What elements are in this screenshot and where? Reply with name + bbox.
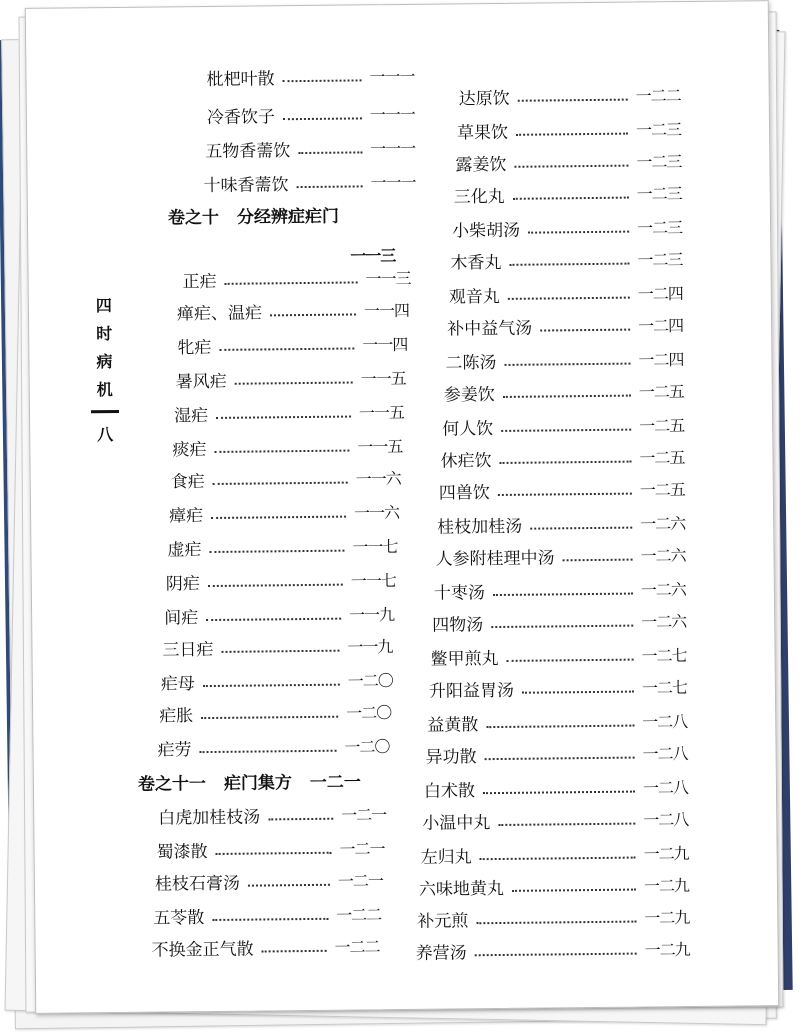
dot-leader [486, 724, 634, 728]
entry-page: 一二一 [341, 805, 387, 825]
dot-leader [212, 917, 328, 920]
entry-page: 一二〇 [344, 737, 390, 757]
toc-entry[interactable] [429, 674, 687, 702]
entry-title: 六味地黄丸 [418, 878, 505, 900]
entry-title: 达原饮 [458, 88, 510, 110]
volume-page: 一一三 [350, 246, 396, 266]
toc-entry[interactable] [439, 476, 685, 504]
entry-page: 一二九 [644, 908, 690, 928]
entry-page: 一一四 [363, 300, 410, 321]
entry-title: 异功散 [425, 747, 477, 768]
dot-leader [516, 132, 628, 135]
dot-leader [485, 756, 635, 760]
entry-title: 补元煎 [417, 911, 469, 932]
toc-entry[interactable] [153, 901, 381, 928]
entry-title: 瘴疟 [168, 506, 204, 527]
toc-entry[interactable] [157, 733, 389, 760]
entry-page: 一二三 [635, 120, 682, 140]
entry-title: 三化丸 [453, 186, 505, 208]
entry-page: 一二四 [638, 316, 684, 336]
entry-page: 一一一 [370, 172, 416, 193]
entry-title: 湿疟 [173, 406, 209, 427]
entry-title: 何人饮 [442, 419, 494, 440]
toc-entry[interactable] [434, 576, 686, 604]
entry-title: 参姜饮 [443, 385, 495, 406]
toc-entry[interactable] [174, 399, 404, 426]
dot-leader [530, 526, 632, 529]
dot-leader [211, 515, 346, 518]
toc-entry[interactable] [167, 533, 397, 560]
entry-page: 一二六 [640, 514, 686, 534]
dot-leader [493, 592, 633, 595]
dot-leader [498, 492, 632, 495]
entry-title: 四兽饮 [438, 483, 490, 504]
volume-label: 卷之十 [167, 207, 220, 229]
toc-entry[interactable] [447, 312, 683, 339]
toc-entry[interactable] [206, 63, 414, 90]
entry-title: 养营汤 [415, 943, 467, 964]
toc-entry[interactable] [417, 904, 689, 932]
toc-entry[interactable] [182, 265, 410, 292]
entry-title: 五物香薷饮 [205, 141, 291, 163]
toc-entry[interactable] [455, 148, 681, 175]
entry-page: 一二九 [643, 844, 689, 864]
entry-title: 小温中丸 [422, 813, 491, 834]
entry-page: 一二〇 [346, 703, 392, 723]
entry-page: 一一九 [349, 605, 395, 625]
entry-page: 一二九 [643, 876, 690, 896]
entry-title: 白术散 [423, 781, 476, 802]
header-char: 四 [95, 296, 112, 316]
entry-title: 疟胀 [159, 706, 194, 727]
dot-leader [503, 394, 631, 397]
entry-page: 一一四 [362, 334, 408, 355]
toc-entry[interactable] [159, 699, 391, 726]
dot-leader [491, 624, 633, 627]
dot-leader [505, 362, 631, 365]
dot-leader [297, 185, 363, 188]
dot-leader [514, 164, 628, 167]
dot-leader [270, 313, 356, 316]
entry-page: 一二五 [639, 416, 685, 436]
entry-page: 一二六 [640, 546, 686, 566]
toc-entry[interactable] [419, 872, 689, 900]
entry-title: 痰疟 [172, 440, 207, 461]
toc-entry[interactable] [445, 346, 683, 373]
entry-page: 一一七 [352, 537, 398, 557]
dot-leader [501, 428, 631, 431]
entry-page: 一二〇 [347, 671, 393, 691]
toc-entry[interactable] [155, 867, 383, 894]
entry-title: 二陈汤 [445, 353, 497, 374]
toc-entry[interactable] [177, 331, 407, 358]
entry-page: 一二三 [637, 250, 683, 270]
entry-title: 不换金正气散 [151, 939, 254, 961]
entry-title: 白虎加桂枝汤 [158, 807, 261, 829]
toc-entry[interactable] [421, 840, 689, 868]
toc-entry[interactable] [430, 642, 686, 670]
toc-entry[interactable] [151, 933, 379, 960]
entry-title: 蜀漆散 [156, 842, 208, 863]
entry-page: 一二三 [636, 152, 682, 172]
dot-leader [209, 549, 344, 552]
dot-leader [216, 851, 332, 854]
entry-page: 一一六 [353, 503, 400, 523]
entry-title: 四物汤 [432, 615, 484, 636]
entry-page: 一二六 [641, 612, 687, 632]
toc-entry[interactable] [161, 667, 393, 694]
dot-leader [563, 558, 633, 561]
dot-leader [262, 949, 327, 952]
entry-page: 一二五 [638, 382, 684, 402]
toc-entry[interactable] [427, 708, 687, 736]
toc-entry[interactable] [177, 297, 409, 324]
entry-title: 木香丸 [450, 252, 502, 274]
entry-title: 疟母 [160, 674, 195, 695]
toc-entry[interactable] [442, 412, 684, 440]
toc-entry[interactable] [171, 465, 401, 492]
dot-leader [225, 281, 358, 284]
entry-page: 一一三 [365, 268, 411, 289]
entry-page: 一一一 [370, 138, 416, 159]
entry-page: 一二七 [641, 646, 687, 666]
toc-entry[interactable] [156, 835, 384, 862]
entry-title: 正疟 [182, 271, 217, 293]
entry-title: 冷香饮子 [206, 107, 276, 129]
toc-entry[interactable] [437, 510, 685, 538]
dot-leader [216, 415, 351, 418]
dot-leader [213, 481, 348, 484]
volume-label: 卷之十一 [137, 774, 206, 795]
entry-page: 一二三 [636, 218, 683, 238]
dot-leader [475, 952, 637, 956]
header-rule [91, 410, 119, 413]
entry-title: 草果饮 [456, 122, 509, 144]
dot-leader [500, 460, 632, 463]
dot-leader [235, 381, 353, 384]
dot-leader [528, 230, 629, 233]
entry-page: 一二九 [644, 940, 690, 960]
entry-title: 十味香薷饮 [203, 175, 289, 197]
entry-title: 阴疟 [165, 574, 200, 595]
dot-leader [283, 117, 362, 120]
entry-page: 一二六 [640, 580, 686, 600]
entry-title: 小柴胡汤 [452, 220, 521, 242]
volume-title: 分经辨症疟门 [236, 206, 340, 228]
entry-title: 间疟 [164, 608, 199, 629]
dot-leader [507, 658, 634, 661]
entry-title: 暑风疟 [175, 371, 227, 393]
entry-page: 一二五 [639, 448, 685, 468]
dot-leader [522, 690, 634, 693]
dot-leader [268, 817, 333, 820]
toc-entry[interactable] [162, 633, 392, 660]
entry-title: 补中益气汤 [447, 318, 533, 340]
toc-entry[interactable] [454, 180, 682, 207]
entry-title: 益黄散 [427, 715, 479, 736]
entry-title: 鳖甲煎丸 [430, 648, 499, 670]
entry-title: 桂枝加桂汤 [437, 516, 523, 538]
entry-title: 枇杷叶散 [206, 69, 275, 91]
toc-entry[interactable] [444, 378, 684, 406]
entry-page: 一一五 [358, 402, 405, 423]
toc-entry[interactable] [422, 806, 688, 834]
entry-title: 人参附桂理中汤 [435, 548, 555, 570]
entry-page: 一二四 [637, 284, 683, 304]
dot-leader [513, 196, 629, 199]
entry-title: 休疟饮 [440, 451, 492, 472]
entry-title: 露姜饮 [455, 154, 507, 176]
entry-page: 一一五 [360, 368, 406, 389]
toc-page [25, 0, 779, 1014]
dot-leader [540, 328, 630, 331]
dot-leader [201, 715, 338, 718]
page-number: 八 [97, 425, 114, 445]
entry-title: 升阳益胃汤 [428, 680, 515, 702]
entry-page: 一二一 [339, 839, 385, 859]
entry-title: 疟劳 [157, 740, 192, 761]
toc-entry[interactable] [432, 608, 686, 636]
entry-title: 牝疟 [177, 337, 212, 359]
toc-entry[interactable] [435, 542, 685, 570]
entry-title: 观音丸 [448, 286, 500, 308]
toc-entry[interactable] [425, 740, 687, 768]
entry-page: 一二二 [635, 86, 681, 106]
dot-leader [248, 883, 330, 886]
entry-title: 三日疟 [162, 639, 214, 661]
toc-entry[interactable] [169, 499, 399, 526]
dot-leader [476, 920, 636, 924]
entry-page: 一二四 [638, 350, 684, 370]
toc-entry[interactable] [158, 801, 386, 828]
header-char: 机 [96, 380, 113, 400]
entry-title: 十枣汤 [433, 583, 486, 604]
entry-page: 一一九 [347, 637, 393, 657]
toc-entry[interactable] [176, 365, 406, 392]
dot-leader [512, 888, 636, 891]
entry-title: 左归丸 [420, 847, 472, 868]
entry-page: 一二二 [334, 937, 380, 957]
volume-heading[interactable] [138, 767, 361, 794]
entry-title: 桂枝石膏汤 [154, 873, 241, 895]
dot-leader [480, 856, 636, 860]
dot-leader [221, 649, 339, 652]
toc-entry[interactable] [164, 601, 394, 628]
dot-leader [208, 583, 343, 586]
dot-leader [508, 296, 630, 299]
dot-leader [206, 617, 341, 620]
entry-page: 一一一 [369, 104, 415, 125]
toc-entry[interactable] [416, 936, 690, 964]
header-char: 时 [96, 324, 113, 344]
toc-entry[interactable] [172, 433, 402, 460]
entry-page: 一二三 [636, 184, 682, 204]
entry-page: 一一五 [357, 436, 403, 457]
toc-entry[interactable] [424, 774, 688, 802]
dot-leader [214, 449, 349, 452]
entry-page: 一二七 [641, 678, 688, 698]
entry-title: 虚疟 [167, 540, 202, 561]
dot-leader [509, 262, 629, 265]
entry-page: 一二八 [642, 744, 688, 764]
toc-entry[interactable] [459, 82, 681, 109]
dot-leader [483, 790, 635, 794]
entry-title: 食疟 [170, 472, 205, 493]
toc-entry[interactable] [457, 116, 681, 143]
entry-title: 五苓散 [153, 908, 205, 929]
dot-leader [200, 749, 337, 752]
entry-page: 一一七 [350, 571, 396, 591]
entry-title: 瘅疟、温疟 [176, 303, 263, 325]
entry-page: 一二五 [639, 480, 685, 500]
toc-entry[interactable] [452, 214, 682, 241]
toc-entry[interactable] [203, 169, 415, 196]
volume-title: 疟门集方 [223, 773, 292, 794]
toc-entry[interactable] [449, 280, 683, 307]
entry-page: 一二八 [642, 712, 688, 732]
entry-page: 一二一 [337, 871, 384, 891]
dot-leader [219, 347, 354, 350]
dot-leader [298, 151, 362, 154]
toc-entry[interactable] [207, 101, 415, 128]
toc-entry[interactable] [205, 135, 415, 162]
entry-page: 一二二 [336, 905, 382, 925]
toc-entry[interactable] [166, 567, 396, 594]
toc-entry[interactable] [440, 444, 684, 472]
entry-page: 一二八 [642, 778, 689, 798]
dot-leader [203, 683, 340, 686]
volume-page: 一二一 [309, 772, 361, 793]
entry-page: 一一一 [369, 66, 415, 87]
dot-leader [283, 79, 362, 82]
entry-page: 一二八 [643, 810, 689, 830]
toc-entry[interactable] [450, 246, 682, 273]
running-header [89, 292, 121, 449]
volume-heading[interactable] [168, 202, 339, 229]
entry-page: 一一六 [355, 469, 401, 489]
dot-leader [498, 822, 635, 825]
header-char: 病 [96, 352, 113, 372]
dot-leader [518, 98, 628, 101]
